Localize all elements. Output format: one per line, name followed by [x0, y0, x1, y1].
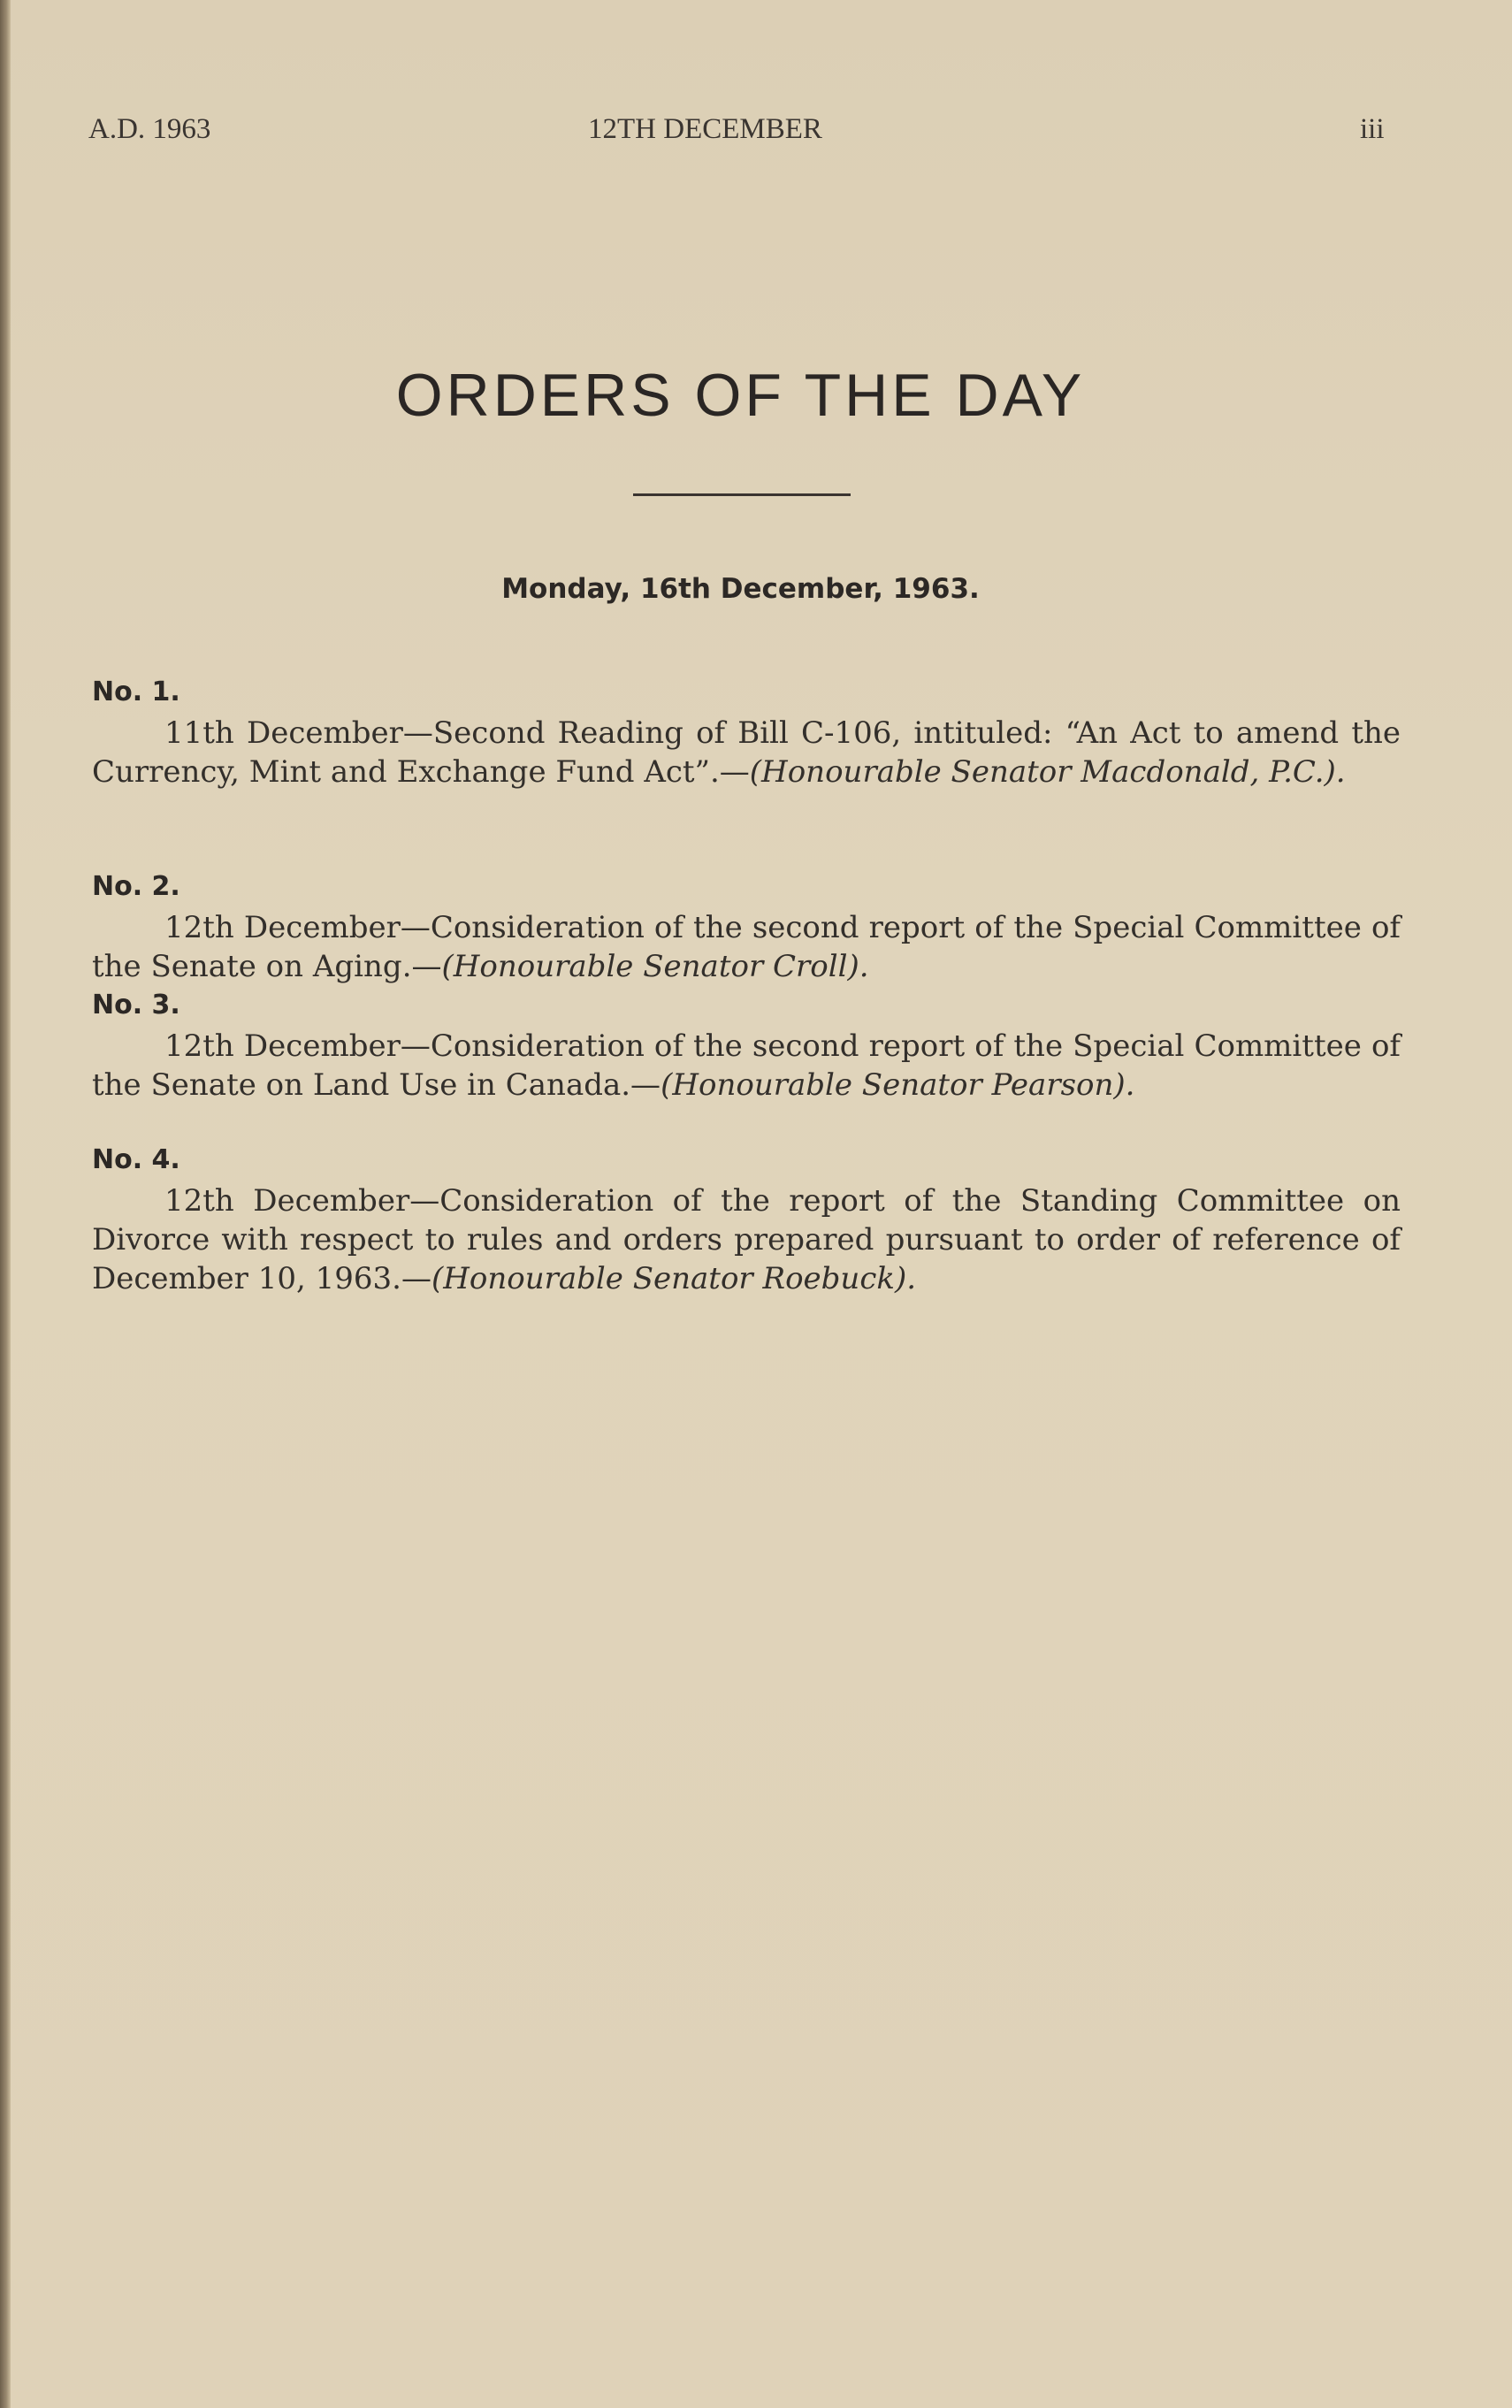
- order-number: No. 2.: [92, 871, 180, 902]
- order-description: 12th December—Consideration of the second report of the Special Committee of the Senate on Aging.—: [92, 910, 1401, 984]
- order-text: [92, 1027, 1401, 1105]
- order-description: 12th December—Consideration of the second report of the Special Committee of the Senate on Land Use in Canada.—: [92, 1028, 1401, 1103]
- order-sponsor: (Honourable Senator Macdonald, P.C.).: [749, 754, 1346, 790]
- order-description: 11th December—Second Reading of Bill C-106, intituled: “An Act to amend the Currency, Mint and Exchange Fund Act”.—: [92, 715, 1401, 790]
- page-title: ORDERS OF THE DAY: [395, 361, 1086, 429]
- header-date: 12TH DECEMBER: [588, 113, 822, 145]
- title-divider: [633, 493, 851, 496]
- order-sponsor: (Honourable Senator Croll).: [441, 949, 869, 984]
- order-sponsor: (Honourable Senator Pearson).: [661, 1067, 1135, 1103]
- running-header: [0, 113, 1512, 149]
- order-text: [92, 908, 1401, 986]
- order-sponsor: (Honourable Senator Roebuck).: [431, 1261, 917, 1296]
- sitting-date: Monday, 16th December, 1963.: [501, 573, 980, 605]
- order-item-4: [92, 1143, 1401, 1298]
- order-item-3: [92, 988, 1401, 1105]
- order-item-1: [92, 675, 1401, 791]
- order-number: No. 4.: [92, 1144, 180, 1175]
- order-text: [92, 1181, 1401, 1298]
- page-number: iii: [1360, 113, 1385, 145]
- header-year: A.D. 1963: [88, 113, 211, 145]
- order-number: No. 3.: [92, 990, 180, 1021]
- order-number: No. 1.: [92, 677, 180, 707]
- order-description: 12th December—Consideration of the report of the Standing Committee on Divorce with respect to rules and orders prepared pursuant to order of reference of December 10, 1963.—: [92, 1183, 1401, 1296]
- order-text: [92, 714, 1401, 791]
- order-item-2: [92, 869, 1401, 986]
